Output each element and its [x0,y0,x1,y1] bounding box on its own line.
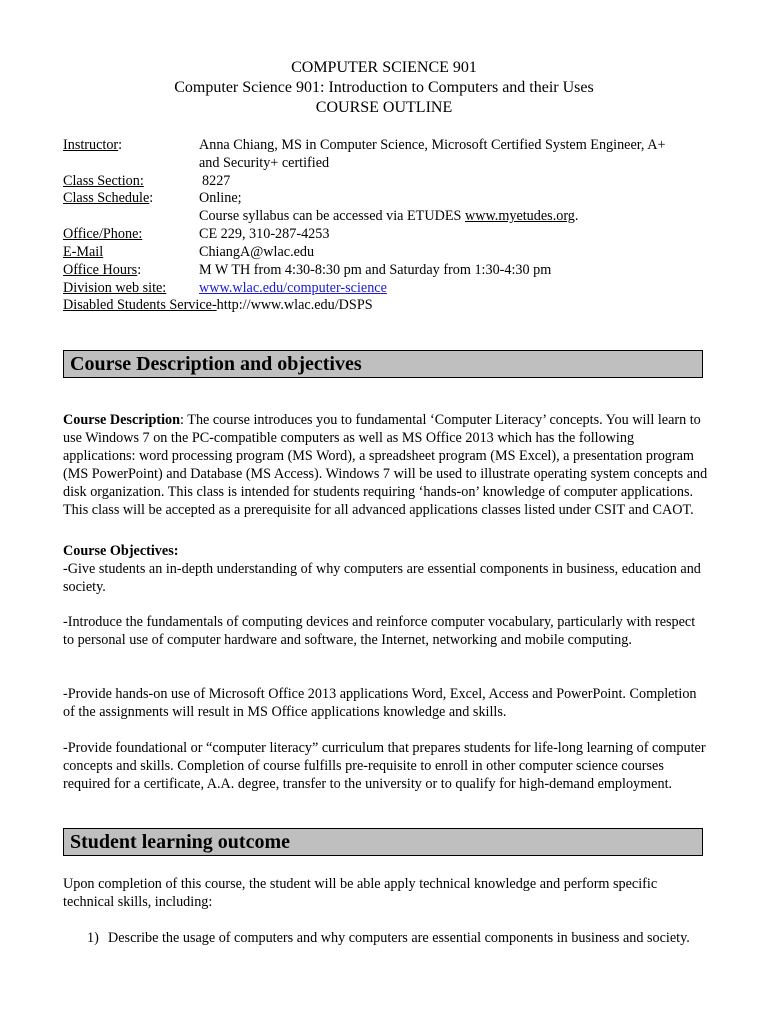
division-web-label: Division web site: [63,280,167,296]
section-title: Student learning outcome [70,831,290,853]
objective-4: -Provide foundational or “computer literacy” curriculum that prepares students for life-long learning of computer concepts and skills. Completion of course fulfills pre-requisite to enroll in other computer science courses required for a certificate, A.A. degree, transfer to the university or to qualify for high-demand employment. [63,740,706,792]
class-schedule-label: Class Schedule: [63,190,154,206]
class-section-label: Class Section: [63,173,144,189]
dsps-label: Disabled Students Service- [63,297,217,313]
course-title-heading: Computer Science 901: Introduction to Computers and their Uses [174,79,594,96]
outcome-intro: Upon completion of this course, the student will be able apply technical knowledge and perform specific technical skills, including: [63,876,658,910]
email-value: ChiangA@wlac.edu [199,244,315,260]
division-web-link[interactable]: www.wlac.edu/computer-science [199,280,387,296]
section-title: Course Description and objectives [70,353,362,375]
dsps-url[interactable]: http://www.wlac.edu/DSPS [216,297,373,313]
course-objectives-heading: Course Objectives: [63,543,179,559]
course-outline-heading: COURSE OUTLINE [315,99,453,116]
class-schedule-value: Online; [199,190,242,206]
section-header-outcome [63,828,703,856]
email-label: E-Mail [63,244,104,260]
instructor-value-cont: and Security+ certified [199,155,330,171]
office-phone-label: Office/Phone: [63,226,143,242]
office-hours-value: M W TH from 4:30-8:30 pm and Saturday from 1:30-4:30 pm [199,262,552,278]
dsps-line [63,297,373,315]
objective-2: -Introduce the fundamentals of computing devices and reinforce computer vocabulary, particularly with respect to personal use of computer hardware and software, the Internet, networking and mobile computing. [63,614,696,648]
objective-3: -Provide hands-on use of Microsoft Office 2013 applications Word, Excel, Access and PowerPoint. Completion of the assignments will result in MS Office applications knowledge and skills. [63,686,697,720]
list-number: 1) [87,930,99,946]
course-code-heading: COMPUTER SCIENCE 901 [291,59,477,76]
list-item: Describe the usage of computers and why computers are essential components in business and society. [108,930,690,946]
class-section-value: 8227 [202,173,231,189]
office-phone-value: CE 229, 310-287-4253 [199,226,330,242]
syllabus-access: Course syllabus can be accessed via ETUDES www.myetudes.org. [199,208,579,224]
office-hours-label: Office Hours: [63,262,142,278]
instructor-value: Anna Chiang, MS in Computer Science, Microsoft Certified System Engineer, A+ [199,137,666,153]
section-header-description [63,350,703,378]
objective-1: -Give students an in-depth understanding of why computers are essential components in business, education and society. [63,561,701,595]
instructor-label: Instructor: [63,137,123,153]
etudes-link[interactable]: www.myetudes.org [464,208,575,224]
course-description-paragraph: Course Description: The course introduces you to fundamental ‘Computer Literacy’ concepts. You will learn to use Windows 7 on the PC-compatible computers as well as MS Office 2013 which has the following applications: word processing program (MS Word), a spreadsheet program (MS Excel), a presentation program (MS PowerPoint) and Database (MS Access). Windows 7 will be used to illustrate operating system concepts and disk organization. This class is intended for students requiring ‘hands-on’ knowledge of computer applications. This class will be accepted as a prerequisite for all advanced applications classes listed under CSIT and CAOT. [63,412,708,518]
